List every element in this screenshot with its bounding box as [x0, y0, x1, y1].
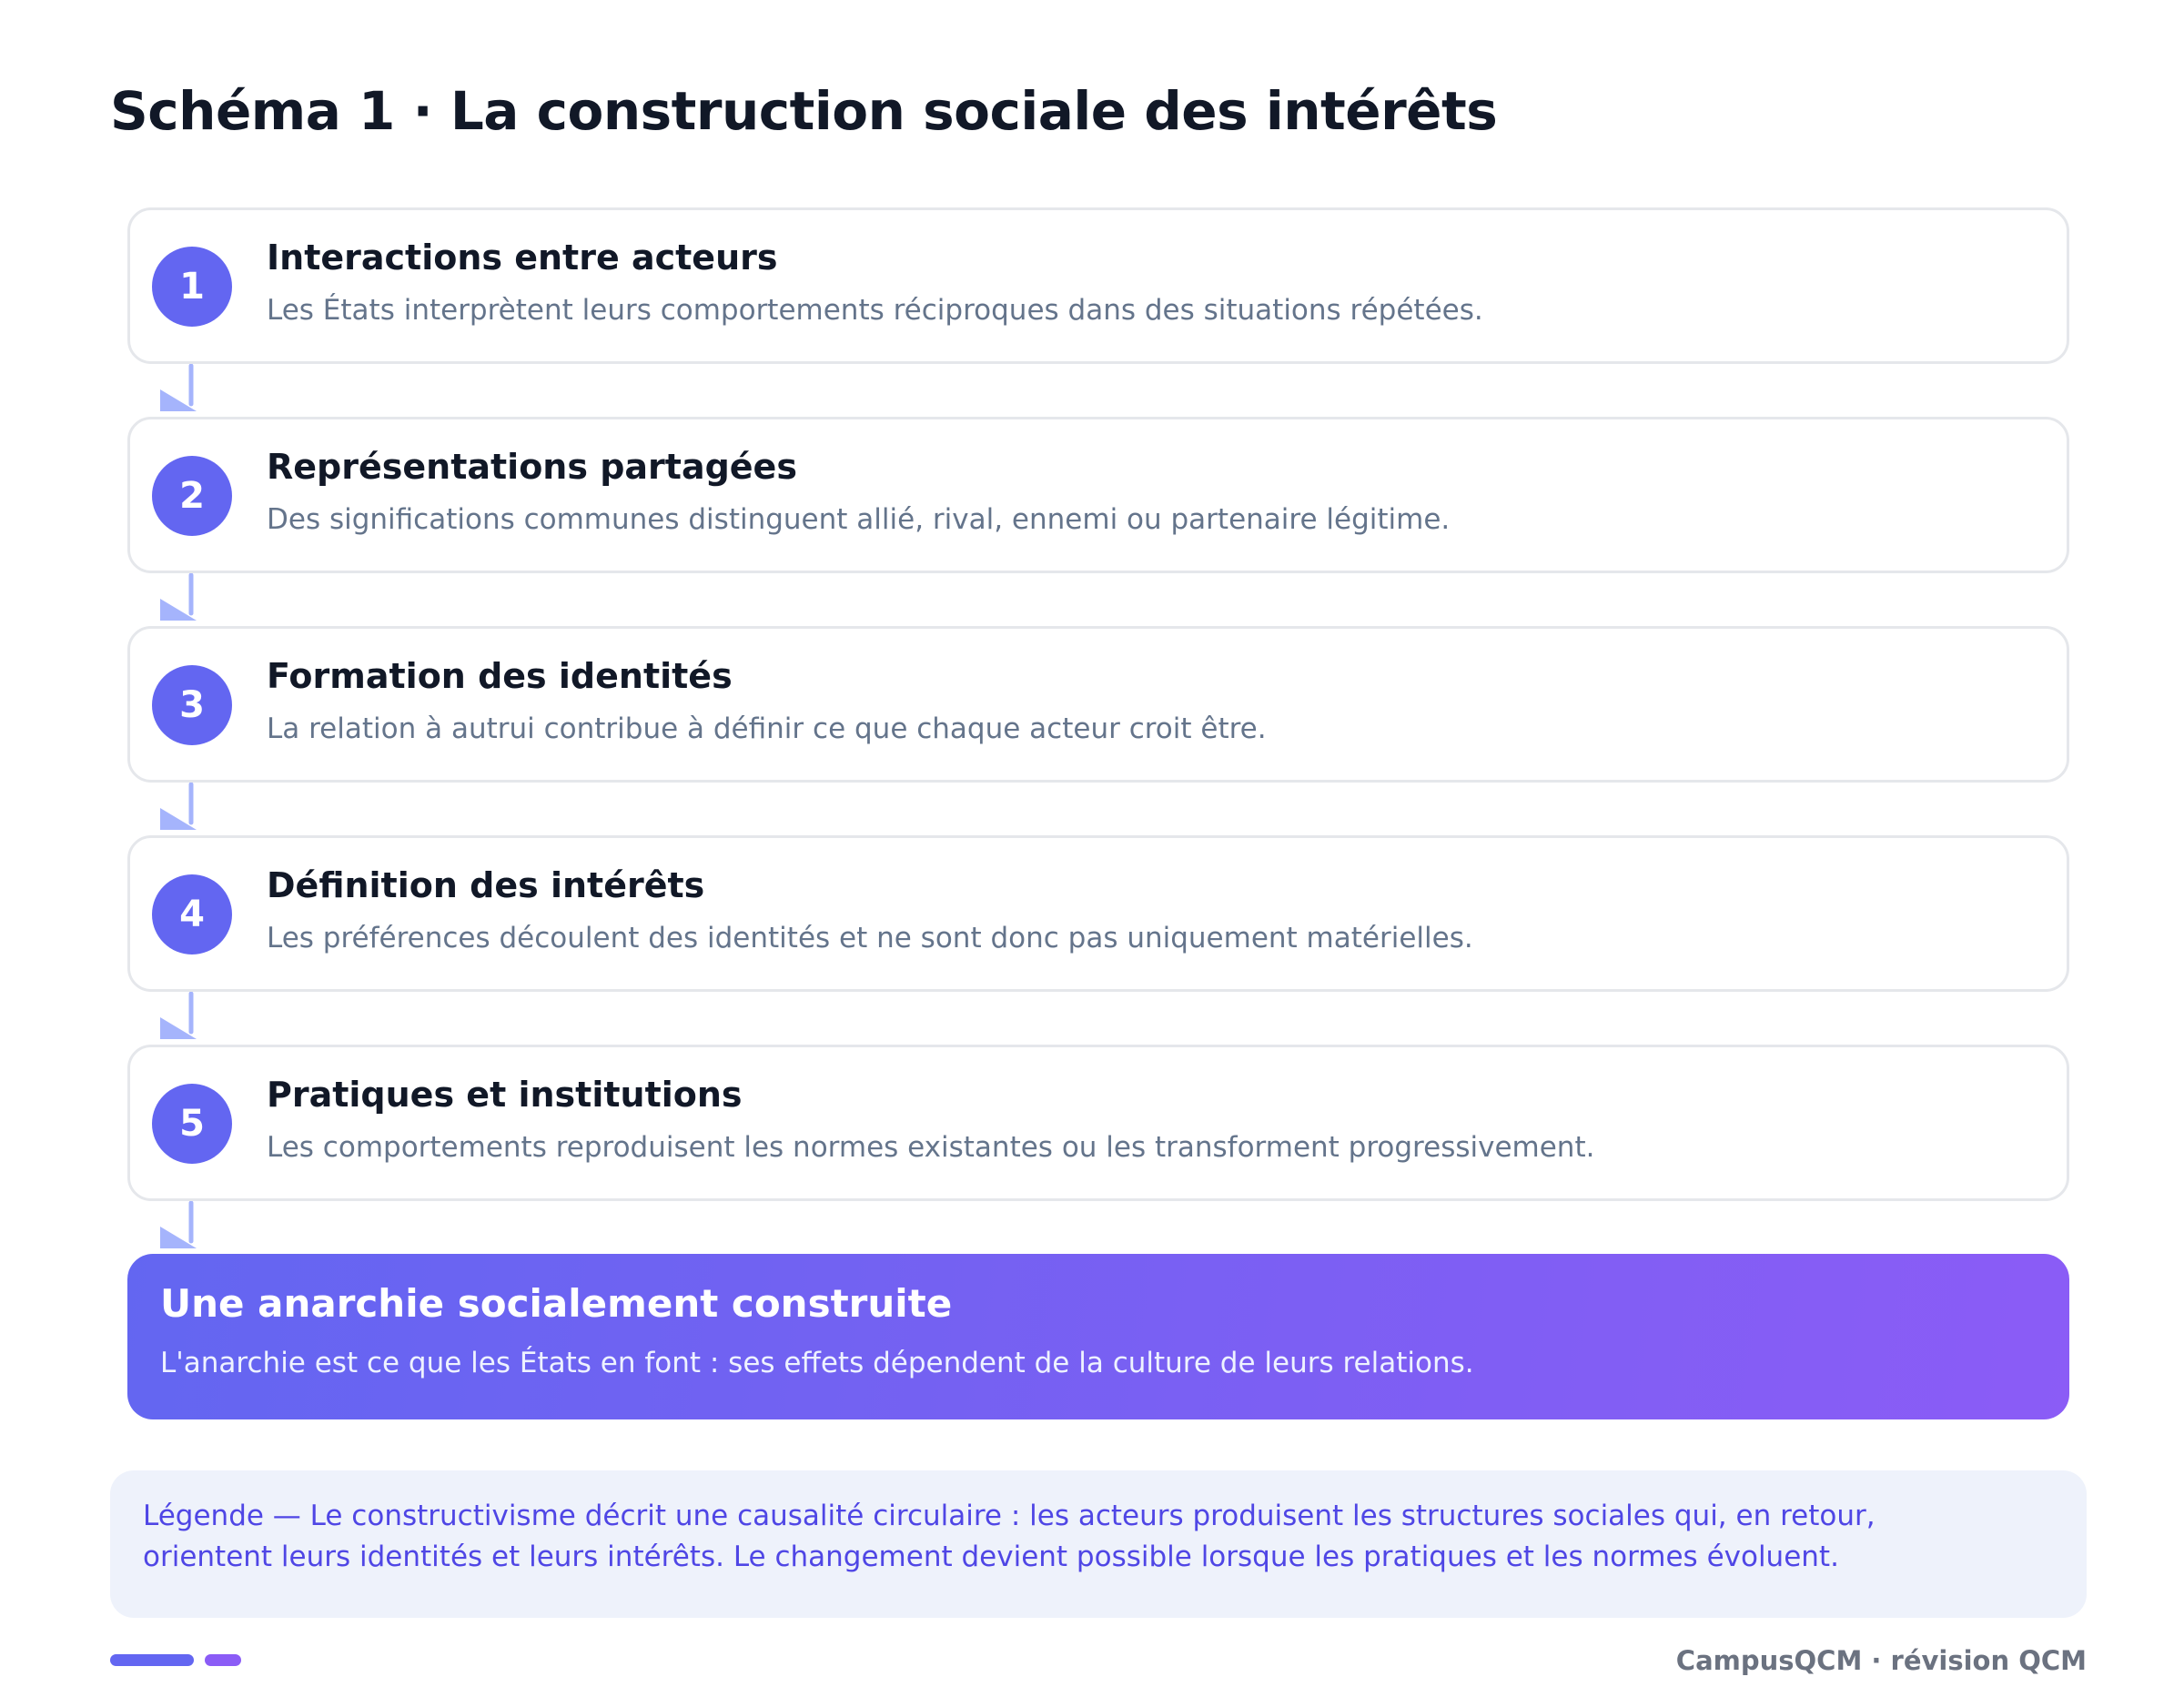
step-title: Interactions entre acteurs	[267, 237, 778, 278]
step-card-1	[127, 207, 2069, 364]
connector-gap	[127, 992, 2069, 1045]
step-description: La relation à autrui contribue à définir ce que chaque acteur croit être.	[267, 712, 1267, 745]
page-title: Schéma 1 · La construction sociale des intérêts	[110, 80, 1498, 142]
step-card-4	[127, 835, 2069, 992]
legend-text-line-1: Légende — Le constructivisme décrit une causalité circulaire : les acteurs produisent les structures sociales qui, en retour,	[143, 1500, 1876, 1532]
step-title: Représentations partagées	[267, 447, 797, 487]
connector-gap	[127, 364, 2069, 417]
step-card-2	[127, 417, 2069, 573]
flow-diagram	[127, 207, 2069, 1419]
step-number-badge: 3	[152, 665, 232, 745]
step-description: Les comportements reproduisent les normes existantes ou les transforment progressivement.	[267, 1131, 1595, 1164]
footer-accent-bar-secondary	[205, 1654, 241, 1666]
conclusion-description: L'anarchie est ce que les États en font : ses effets dépendent de la culture de leurs relations.	[160, 1347, 1474, 1379]
step-number-badge: 1	[152, 247, 232, 327]
legend-box	[110, 1470, 2087, 1618]
legend-text-line-2: orientent leurs identités et leurs intérêts. Le changement devient possible lorsque les pratiques et les normes évoluent.	[143, 1540, 1839, 1573]
step-card-5	[127, 1045, 2069, 1201]
conclusion-card	[127, 1254, 2069, 1419]
conclusion-wrapper	[127, 1254, 2069, 1419]
step-number-badge: 2	[152, 456, 232, 536]
step-description: Des significations communes distinguent allié, rival, ennemi ou partenaire légitime.	[267, 503, 1451, 536]
down-arrow-icon	[127, 364, 200, 417]
footer-accent-bar	[110, 1654, 194, 1666]
step-description: Les préférences découlent des identités et ne sont donc pas uniquement matérielles.	[267, 922, 1473, 955]
conclusion-title: Une anarchie socialement construite	[160, 1281, 953, 1326]
step-description: Les États interprètent leurs comportements réciproques dans des situations répétées.	[267, 294, 1483, 327]
connector-gap	[127, 783, 2069, 835]
down-arrow-icon	[127, 573, 200, 626]
step-number-badge: 5	[152, 1084, 232, 1164]
step-title: Pratiques et institutions	[267, 1075, 743, 1115]
down-arrow-icon	[127, 992, 200, 1045]
step-title: Formation des identités	[267, 656, 733, 696]
connector-gap	[127, 1201, 2069, 1254]
down-arrow-icon	[127, 1201, 200, 1254]
step-number-badge: 4	[152, 874, 232, 955]
step-title: Définition des intérêts	[267, 865, 705, 905]
connector-gap	[127, 573, 2069, 626]
step-card-3	[127, 626, 2069, 783]
footer-brand: CampusQCM · révision QCM	[1675, 1645, 2087, 1676]
down-arrow-icon	[127, 783, 200, 835]
